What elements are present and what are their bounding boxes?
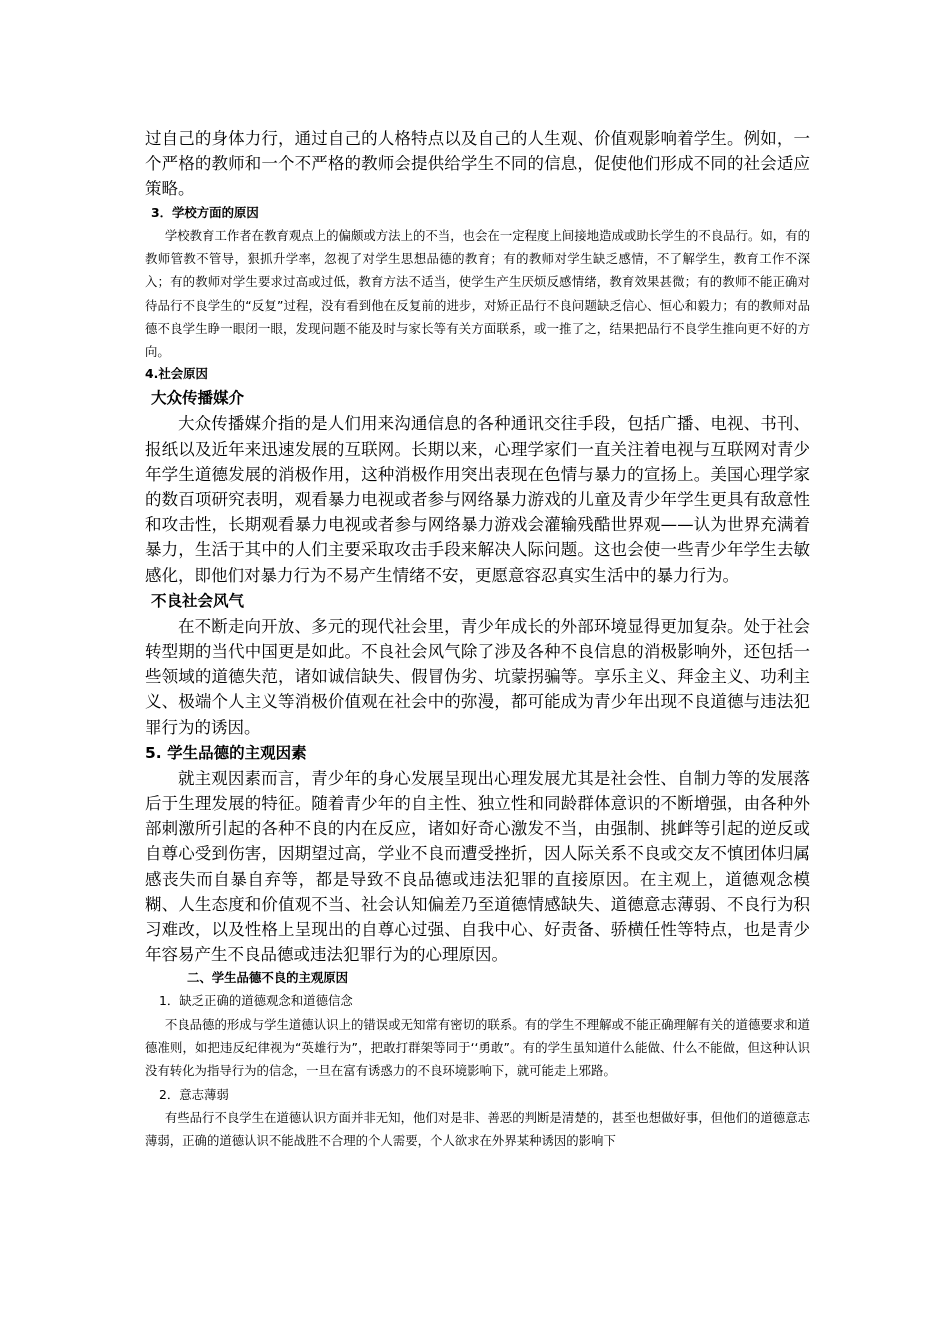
paragraph-intro: 过自己的身体力行，通过自己的人格特点以及自己的人生观、价值观影响着学生。例如，一个严格的教师和一个不严格的教师会提供给学生不同的信息，促使他们形成不同的社会适应策略。 [145, 129, 810, 199]
heading-section-two: 二、学生品德不良的主观原因 [187, 970, 349, 986]
heading-social-reasons: 4.社会原因 [145, 366, 208, 382]
paragraph-subjective-factors: 就主观因素而言，青少年的身心发展呈现出心理发展尤其是社会性、自制力等的发展落后于生理发展的特征。随着青少年的自主性、独立性和同龄群体意识的不断增强，由各种外部刺激所引起的各种不良的内在反应，诸如好奇心激发不当，由强制、挑衅等引起的逆反或自尊心受到伤害，因期望过高，学业不良而遭受挫折，因人际关系不良或交友不慎团体归属感丧失而自暴自弃等，都是导致不良品德或违法犯罪的直接原因。在主观上，道德观念模糊、人生态度和价值观不当、社会认知偏差乃至道德情感缺失、道德意志薄弱、不良行为积习难改，以及性格上呈现出的自尊心过强、自我中心、好责备、骄横任性等特点，也是青少年容易产生不良品德或违法犯罪行为的心理原因。 [145, 768, 810, 965]
heading-social-ethos: 不良社会风气 [151, 591, 245, 610]
paragraph-item-one: 不良品德的形成与学生道德认识上的错误或无知常有密切的联系。有的学生不理解或不能正确理解有关的道德要求和道德准则，如把违反纪律视为“英雄行为”，把敢打群架等同于‘‘勇敢”。有的学生虽知道什么能做、什么不能做，但这种认识没有转化为指导行为的信念，一旦在富有诱惑力的不良环境影响下，就可能走上邪路。 [145, 1016, 810, 1079]
paragraph-social-ethos: 在不断走向开放、多元的现代社会里，青少年成长的外部环境显得更加复杂。处于社会转型期的当代中国更是如此。不良社会风气除了涉及各种不良信息的消极影响外，还包括一些领域的道德失范，诸如诚信缺失、假冒伪劣、坑蒙拐骗等。享乐主义、拜金主义、功利主义、极端个人主义等消极价值观在社会中的弥漫，都可能成为青少年出现不良道德与违法犯罪行为的诱因。 [145, 616, 810, 737]
heading-item-two: 2．意志薄弱 [159, 1086, 229, 1102]
heading-mass-media: 大众传播媒介 [151, 389, 245, 408]
heading-item-one: 1．缺乏正确的道德观念和道德信念 [159, 993, 353, 1009]
paragraph-mass-media: 大众传播媒介指的是人们用来沟通信息的各种通讯交往手段，包括广播、电视、书刊、报纸以及近年来迅速发展的互联网。长期以来，心理学家们一直关注着电视与互联网对青少年学生道德发展的消极作用，这种消极作用突出表现在色情与暴力的宣扬上。美国心理学家的数百项研究表明，观看暴力电视或者参与网络暴力游戏的儿童及青少年学生更具有敌意性和攻击性，长期观看暴力电视或者参与网络暴力游戏会灌输残酷世界观——认为世界充满着暴力，生活于其中的人们主要采取攻击手段来解决人际问题。这也会使一些青少年学生去敏感化，即他们对暴力行为不易产生情绪不安，更愿意容忍真实生活中的暴力行为。 [145, 414, 810, 585]
heading-subjective-factors: 5. 学生品德的主观因素 [145, 743, 307, 762]
heading-school-reasons: 3．学校方面的原因 [151, 204, 259, 220]
paragraph-item-two: 有些品行不良学生在道德认识方面并非无知，他们对是非、善恶的判断是清楚的，甚至也想做好事，但他们的道德意志薄弱，正确的道德认识不能战胜不合理的个人需要，个人欲求在外界某种诱因的影响下 [145, 1109, 810, 1149]
paragraph-school-reasons: 学校教育工作者在教育观点上的偏颇或方法上的不当，也会在一定程度上间接地造成或助长学生的不良品行。如，有的教师管教不管导，狠抓升学率，忽视了对学生思想品德的教育；有的教师对学生缺乏感情，不了解学生，教育工作不深入；有的教师对学生要求过高或过低，教育方法不适当，使学生产生厌烦反感情绪，教育效果甚微；有的教师不能正确对待品行不良学生的“反复”过程，没有看到他在反复前的进步，对矫正品行不良问题缺乏信心、恒心和毅力；有的教师对品德不良学生睁一眼闭一眼，发现问题不能及时与家长等有关方面联系，或一推了之，结果把品行不良学生推向更不好的方向。 [145, 227, 810, 360]
document-page [145, 126, 810, 1153]
